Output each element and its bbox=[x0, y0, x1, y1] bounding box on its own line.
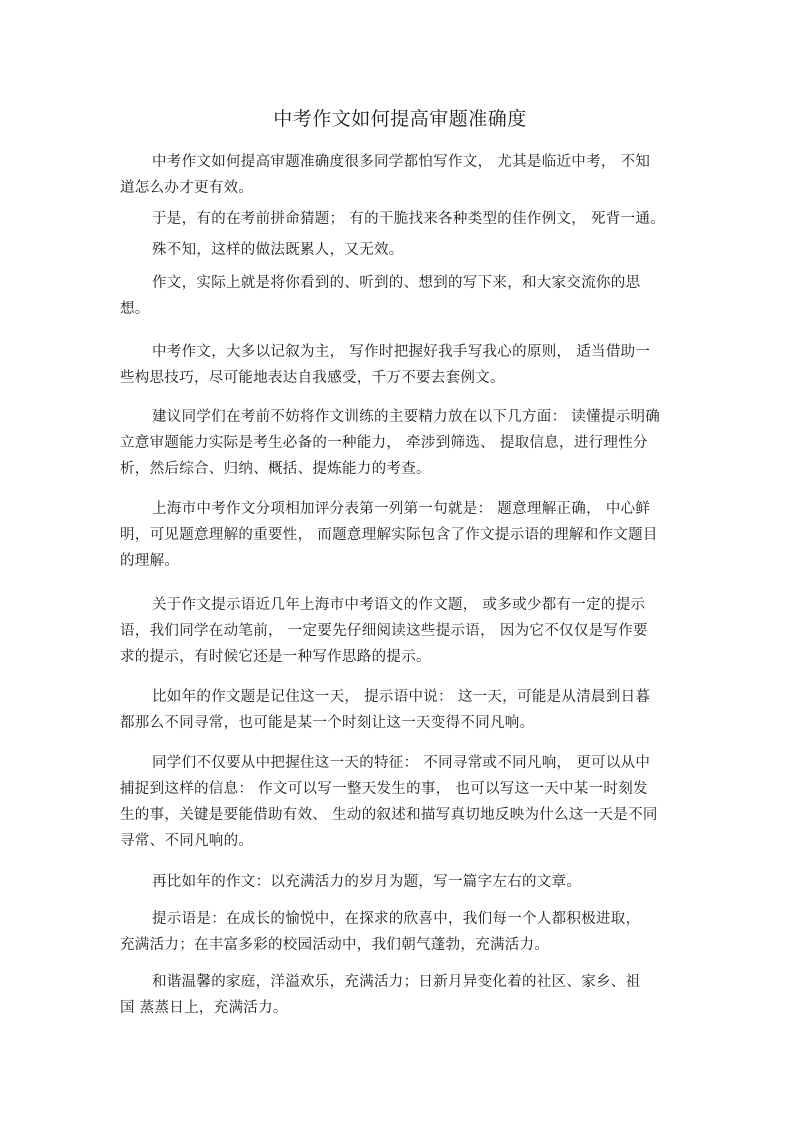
text-line: 比如年的作文题是记住这一天， 提示语中说： 这一天，可能是从清晨到日暮 bbox=[152, 689, 651, 705]
paragraph-11 bbox=[120, 869, 680, 895]
text-line: 中考作文如何提高审题准确度很多同学都怕写作文， 尤其是临近中考， 不知 bbox=[152, 154, 651, 170]
text-line: 上海市中考作文分项相加评分表第一列第一句就是： 题意理解正确， 中心鲜 bbox=[152, 501, 651, 517]
text-line: 些构思技巧，尽可能地表达自我感受，千万不要去套例文。 bbox=[120, 370, 505, 386]
text-line: 于是，有的在考前拼命猜题； 有的干脆找来各种类型的佳作例文， 死背一通。 bbox=[152, 211, 666, 227]
text-line: 提示语是：在成长的愉悦中，在探求的欣喜中，我们每一个人都积极进取， bbox=[152, 911, 641, 927]
paragraph-12 bbox=[120, 906, 680, 958]
text-line: 殊不知，这样的做法既累人，又无效。 bbox=[152, 242, 404, 258]
paragraph-8 bbox=[120, 592, 680, 670]
text-line: 语，我们同学在动笔前， 一定要先仔细阅读这些提示语， 因为它不仅仅是写作要 bbox=[120, 623, 648, 639]
paragraph-4 bbox=[120, 270, 680, 322]
text-line: 同学们不仅要从中把握住这一天的特征： 不同寻常或不同凡响， 更可以从中 bbox=[152, 755, 651, 771]
text-line: 再比如年的作文：以充满活力的岁月为题，写一篇字左右的文章。 bbox=[152, 874, 582, 890]
paragraph-13 bbox=[120, 969, 680, 1021]
document-title: 中考作文如何提高审题准确度 bbox=[273, 108, 527, 130]
text-line: 生的事，关键是要能借助有效、 生动的叙述和描写真切地反映为什么这一天是不同 bbox=[120, 807, 658, 823]
text-line: 作文，实际上就是将你看到的、听到的、想到的写下来，和大家交流你的思 bbox=[152, 275, 641, 291]
text-line: 的理解。 bbox=[120, 553, 180, 569]
text-line: 寻常、不同凡响的。 bbox=[120, 833, 254, 849]
text-line: 中考作文，大多以记叙为主， 写作时把握好我手写我心的原则， 适当借助一 bbox=[152, 344, 651, 360]
text-line: 立意审题能力实际是考生必备的一种能力， 牵涉到筛选、 提取信息，进行理性分 bbox=[120, 435, 648, 451]
paragraph-2 bbox=[120, 206, 680, 232]
text-line: 关于作文提示语近几年上海市中考语文的作文题， 或多或少都有一定的提示 bbox=[152, 597, 646, 613]
paragraph-10 bbox=[120, 750, 680, 854]
paragraph-5 bbox=[120, 339, 680, 391]
text-line: 建议同学们在考前不妨将作文训练的主要精力放在以下几方面： 读懂提示明确 bbox=[152, 409, 661, 425]
paragraph-9 bbox=[120, 684, 680, 736]
text-line: 明，可见题意理解的重要性， 而题意理解实际包含了作文提示语的理解和作文题目 bbox=[120, 527, 658, 543]
text-line: 和谐温馨的家庭，洋溢欢乐，充满活力；日新月异变化着的社区、家乡、祖 bbox=[152, 974, 641, 990]
paragraph-3 bbox=[120, 237, 680, 263]
text-line: 充满活力；在丰富多彩的校园活动中，我们朝气蓬勃，充满活力。 bbox=[120, 937, 550, 953]
paragraph-1 bbox=[120, 149, 680, 201]
text-line: 国 蒸蒸日上，充满活力。 bbox=[120, 1000, 288, 1016]
text-line: 捕捉到这样的信息： 作文可以写一整天发生的事， 也可以写这一天中某一时刻发 bbox=[120, 781, 648, 797]
text-line: 析，然后综合、归纳、概括、提炼能力的考查。 bbox=[120, 461, 431, 477]
text-line: 道怎么办才更有效。 bbox=[120, 180, 254, 196]
text-line: 求的提示，有时候它还是一种写作思路的提示。 bbox=[120, 649, 431, 665]
text-line: 想。 bbox=[120, 301, 150, 317]
paragraph-7 bbox=[120, 496, 680, 574]
text-line: 都那么不同寻常，也可能是某一个时刻让这一天变得不同凡响。 bbox=[120, 715, 535, 731]
paragraph-6 bbox=[120, 404, 680, 482]
